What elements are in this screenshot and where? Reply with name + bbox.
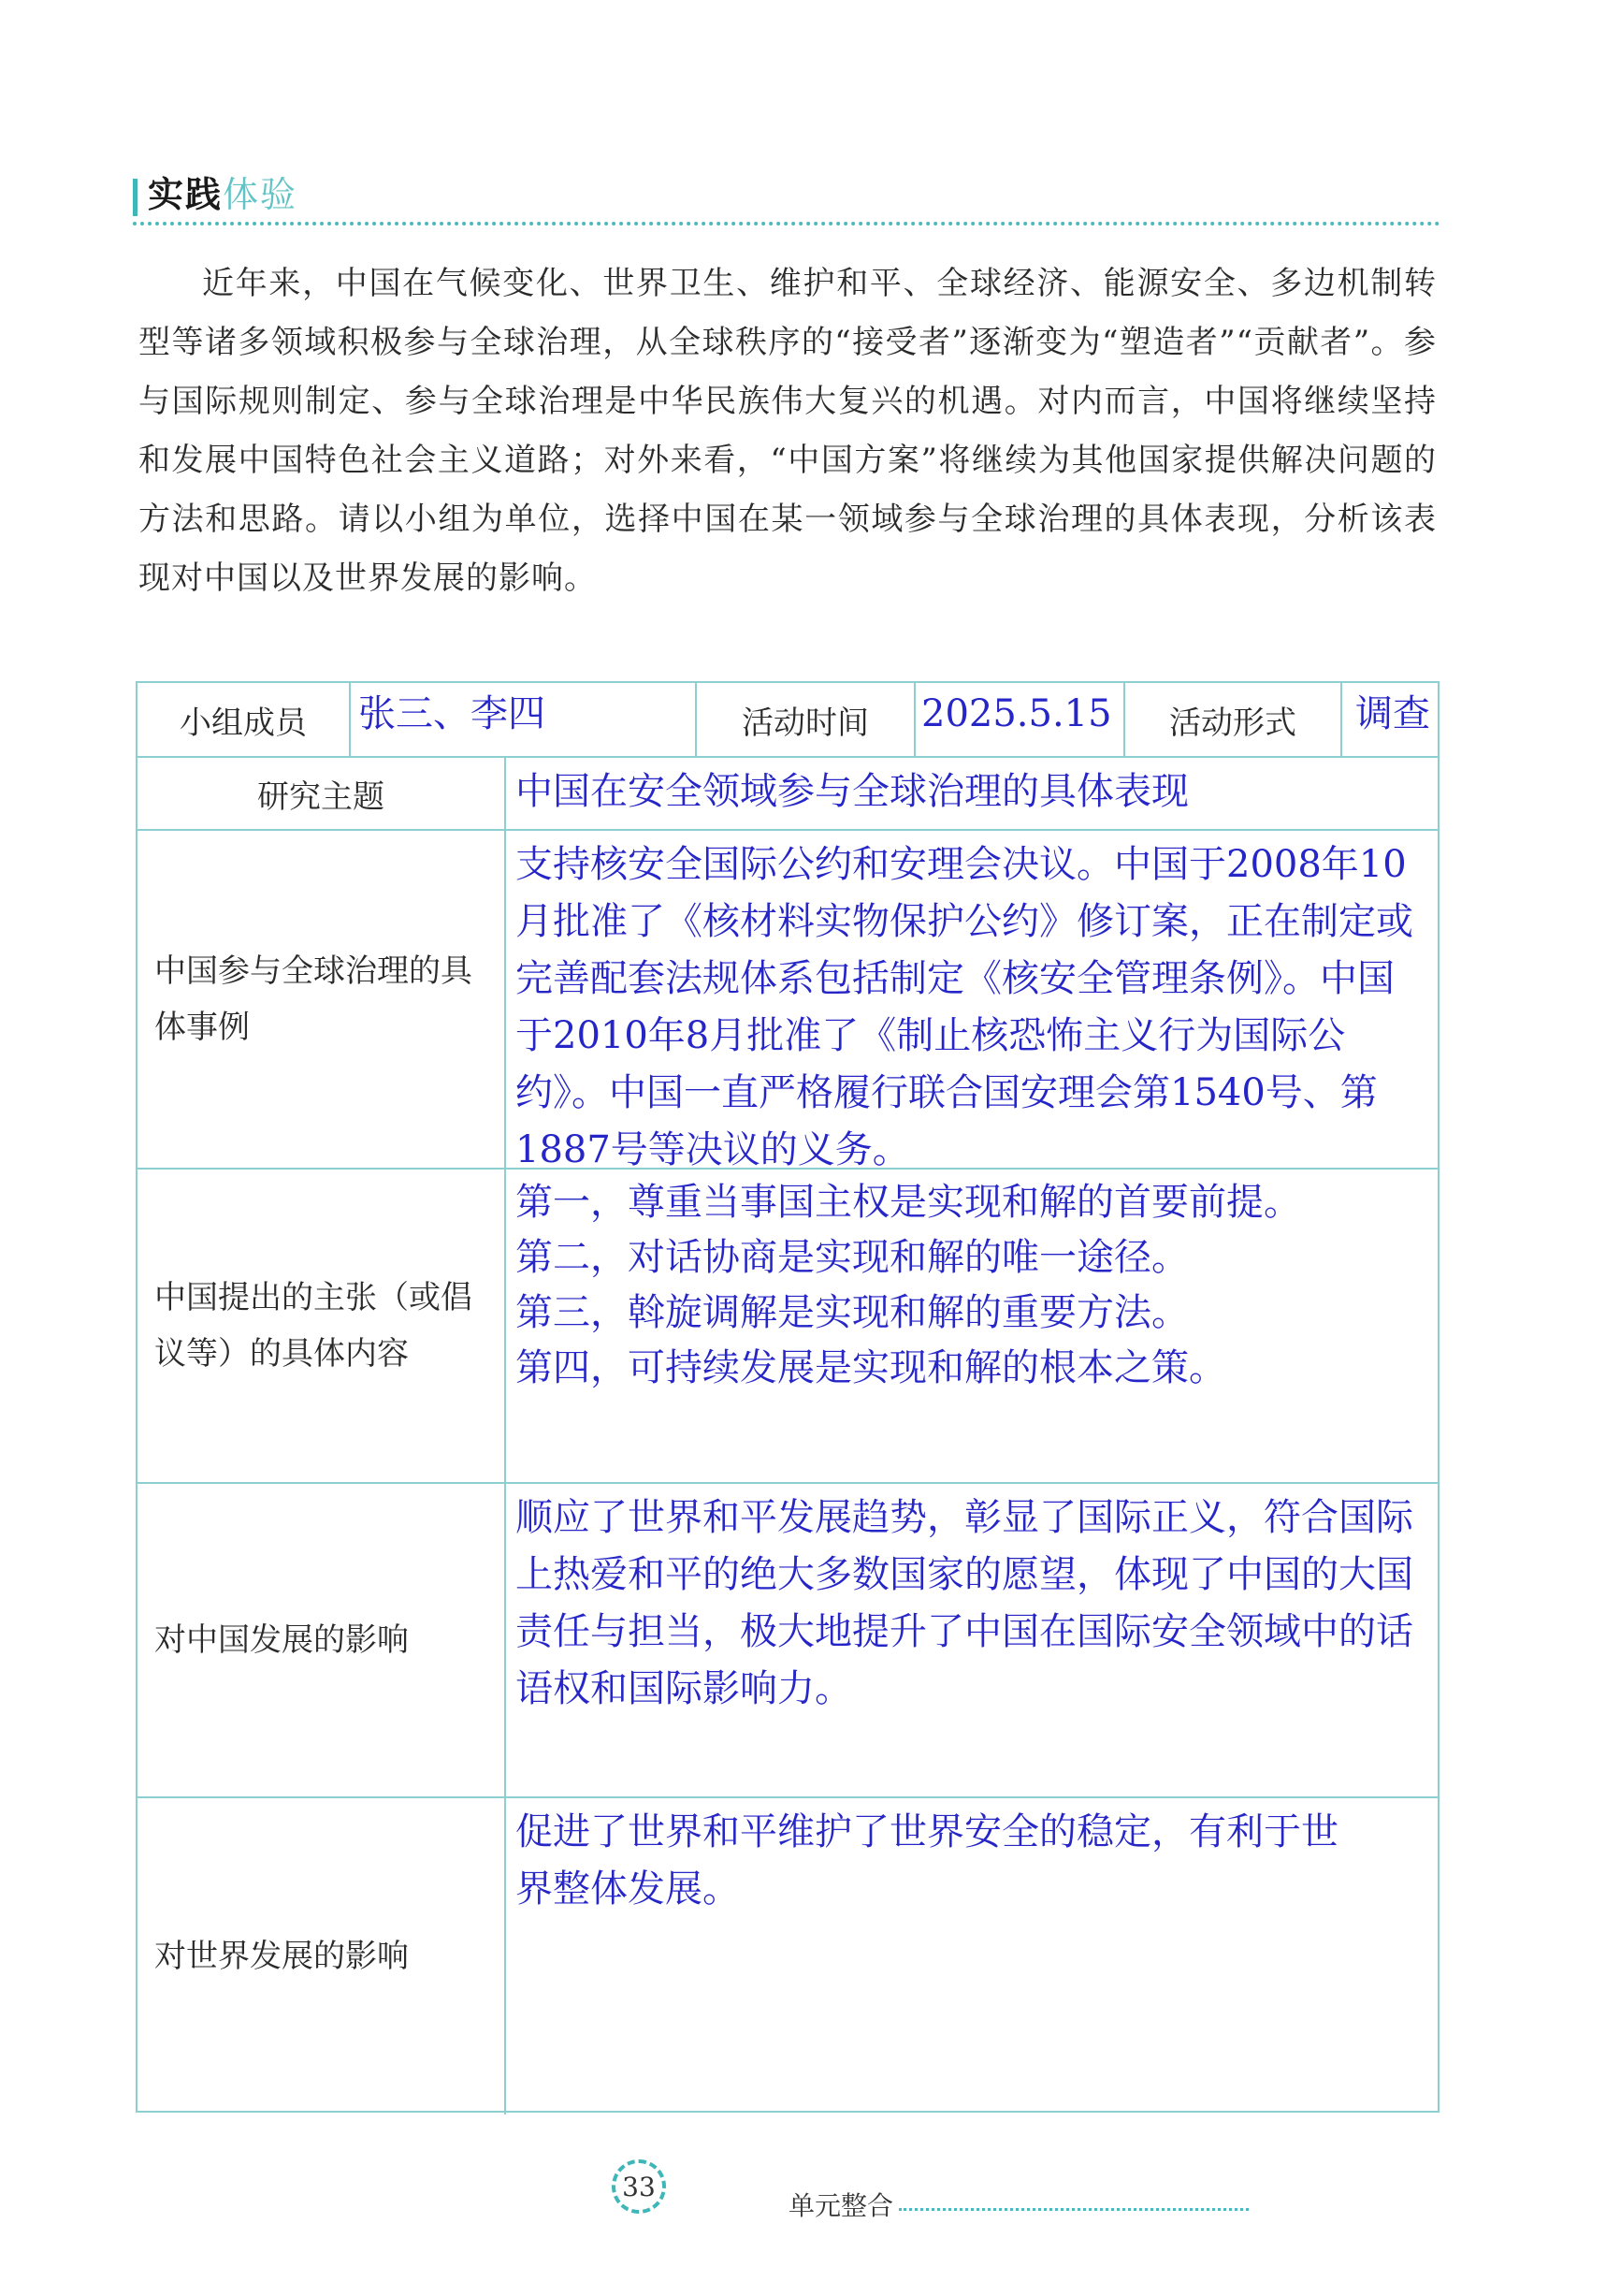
page-number: 33 (612, 2159, 666, 2214)
time-label: 活动时间 (697, 683, 916, 756)
table-row-china-impact (137, 1484, 1438, 1798)
world-impact-value: 促进了世界和平维护了世界安全的稳定，有利于世界整体发展。 (515, 1810, 1338, 1911)
china-impact-value: 顺应了世界和平发展趋势，彰显了国际正义，符合国际上热爱和平的绝大多数国家的愿望，体现了中国的大国责任与担当，极大地提升了中国在国际安全领域中的话语权和国际影响力。 (515, 1496, 1413, 1710)
examples-value: 支持核安全国际公约和安理会决议。中国于2008年10月批准了《核材料实物保护公约》修订案，正在制定或完善配套法规体系包括制定《核安全管理条例》。中国于2010年8月批准了《制止核恐怖主义行为国际公约》。中国一直严格履行联合国安理会第1540号、第1887号等决议的义务。 (515, 843, 1413, 1171)
footer-text: 单元整合 (789, 2190, 894, 2221)
proposal-item: 第二，对话协商是实现和解的唯一途径。 (515, 1236, 1189, 1279)
form-value: 调查 (1355, 692, 1430, 735)
section-title (148, 171, 297, 218)
proposals-label: 中国提出的主张（或倡议等）的具体内容 (137, 1170, 506, 1482)
intro-paragraph: 近年来，中国在气候变化、世界卫生、维护和平、全球经济、能源安全、多边机制转型等诸多领域积极参与全球治理，从全球秩序的“接受者”逐渐变为“塑造者”“贡献者”。参与国际规则制定、参与全球治理是中华民族伟大复兴的机遇。对内而言，中国将继续坚持和发展中国特色社会主义道路；对外来看，“中国方案”将继续为其他国家提供解决问题的方法和思路。请以小组为单位，选择中国在某一领域参与全球治理的具体表现，分析该表现对中国以及世界发展的影响。 (138, 265, 1437, 597)
examples-label: 中国参与全球治理的具体事例 (137, 831, 506, 1168)
footer-dotted-rule (899, 2208, 1249, 2211)
table-row-examples (137, 831, 1438, 1170)
form-label: 活动形式 (1125, 683, 1342, 756)
members-label: 小组成员 (137, 683, 351, 756)
proposal-item: 第三，斡旋调解是实现和解的重要方法。 (515, 1291, 1189, 1334)
proposals-list (506, 1170, 1438, 1482)
proposal-item: 第四，可持续发展是实现和解的根本之策。 (515, 1346, 1226, 1389)
section-dotted-rule (133, 222, 1440, 225)
section-title-part1: 实践 (148, 173, 224, 215)
topic-label: 研究主题 (137, 758, 506, 829)
table-row-proposals (137, 1170, 1438, 1484)
section-title-part2: 体验 (223, 174, 298, 215)
china-impact-label: 对中国发展的影响 (137, 1484, 506, 1796)
activity-table (136, 681, 1440, 2113)
members-value: 张三、李四 (351, 683, 697, 756)
proposal-item: 第一，尊重当事国主权是实现和解的首要前提。 (515, 1181, 1301, 1224)
world-impact-label: 对世界发展的影响 (137, 1798, 506, 2114)
table-row-topic (137, 758, 1438, 831)
time-value: 2025.5.15 (916, 683, 1125, 756)
topic-value: 中国在安全领域参与全球治理的具体表现 (515, 770, 1189, 813)
table-row-world-impact (137, 1798, 1438, 2114)
section-accent-bar (133, 179, 137, 216)
page-footer (789, 2169, 1443, 2236)
table-row-info (137, 683, 1438, 758)
section-header (133, 171, 1440, 224)
